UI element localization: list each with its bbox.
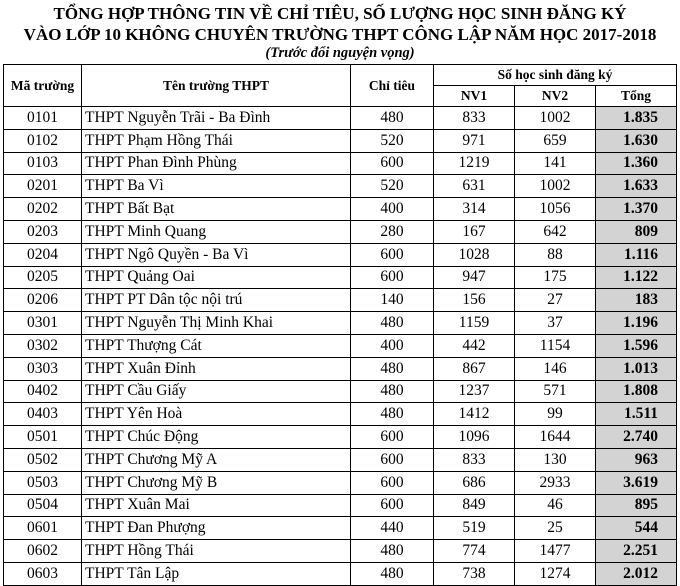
header-school-name: Tên trường THPT [82, 65, 351, 107]
cell-nv2: 642 [515, 220, 596, 243]
cell-nv2: 571 [515, 380, 596, 403]
cell-school-code: 0603 [4, 562, 82, 585]
table-row [4, 357, 677, 380]
cell-nv1: 1096 [434, 426, 515, 449]
cell-quota: 600 [351, 152, 434, 175]
cell-nv1: 519 [434, 517, 515, 540]
cell-school-code: 0101 [4, 107, 82, 130]
table-row [4, 152, 677, 175]
cell-school-name: THPT Nguyễn Thị Minh Khai [82, 312, 351, 335]
cell-school-name: THPT Phạm Hồng Thái [82, 129, 351, 152]
cell-school-name: THPT Quảng Oai [82, 266, 351, 289]
cell-total: 1.808 [596, 380, 677, 403]
cell-nv1: 833 [434, 107, 515, 130]
cell-total: 895 [596, 494, 677, 517]
cell-nv1: 867 [434, 357, 515, 380]
cell-school-code: 0202 [4, 198, 82, 221]
cell-nv2: 27 [515, 289, 596, 312]
table-row [4, 220, 677, 243]
cell-quota: 140 [351, 289, 434, 312]
cell-total: 1.630 [596, 129, 677, 152]
cell-nv1: 1219 [434, 152, 515, 175]
cell-school-name: THPT Chương Mỹ A [82, 448, 351, 471]
cell-total: 1.196 [596, 312, 677, 335]
cell-nv2: 130 [515, 448, 596, 471]
cell-school-name: THPT Thượng Cát [82, 334, 351, 357]
cell-nv1: 686 [434, 471, 515, 494]
cell-nv1: 167 [434, 220, 515, 243]
cell-quota: 480 [351, 357, 434, 380]
cell-school-code: 0206 [4, 289, 82, 312]
cell-school-code: 0303 [4, 357, 82, 380]
cell-total: 809 [596, 220, 677, 243]
cell-school-name: THPT Xuân Đỉnh [82, 357, 351, 380]
cell-school-code: 0302 [4, 334, 82, 357]
cell-quota: 600 [351, 266, 434, 289]
cell-nv2: 146 [515, 357, 596, 380]
cell-school-name: THPT Hồng Thái [82, 540, 351, 563]
cell-quota: 600 [351, 426, 434, 449]
table-row [4, 243, 677, 266]
cell-nv2: 1002 [515, 107, 596, 130]
cell-nv2: 1002 [515, 175, 596, 198]
cell-total: 2.251 [596, 540, 677, 563]
table-row [4, 562, 677, 585]
cell-nv2: 1154 [515, 334, 596, 357]
cell-nv1: 738 [434, 562, 515, 585]
cell-quota: 480 [351, 380, 434, 403]
cell-nv1: 1237 [434, 380, 515, 403]
table-row [4, 312, 677, 335]
cell-nv1: 971 [434, 129, 515, 152]
cell-school-code: 0503 [4, 471, 82, 494]
cell-school-code: 0602 [4, 540, 82, 563]
cell-school-code: 0204 [4, 243, 82, 266]
cell-nv1: 947 [434, 266, 515, 289]
cell-nv1: 1159 [434, 312, 515, 335]
table-row [4, 471, 677, 494]
header-total: Tổng [596, 86, 677, 107]
cell-quota: 600 [351, 448, 434, 471]
cell-quota: 480 [351, 540, 434, 563]
cell-nv2: 659 [515, 129, 596, 152]
header-quota: Chỉ tiêu [351, 65, 434, 107]
cell-nv1: 156 [434, 289, 515, 312]
cell-nv2: 99 [515, 403, 596, 426]
cell-total: 1.116 [596, 243, 677, 266]
cell-quota: 440 [351, 517, 434, 540]
cell-total: 2.740 [596, 426, 677, 449]
document-title-line-2: VÀO LỚP 10 KHÔNG CHUYÊN TRƯỜNG THPT CÔNG LẬP NĂM HỌC 2017-2018 [23, 25, 657, 44]
cell-nv2: 88 [515, 243, 596, 266]
cell-school-name: THPT Bất Bạt [82, 198, 351, 221]
table-row [4, 426, 677, 449]
cell-quota: 480 [351, 562, 434, 585]
cell-nv1: 314 [434, 198, 515, 221]
cell-school-code: 0103 [4, 152, 82, 175]
cell-total: 1.511 [596, 403, 677, 426]
table-row [4, 266, 677, 289]
table-row [4, 448, 677, 471]
cell-nv2: 25 [515, 517, 596, 540]
cell-quota: 520 [351, 175, 434, 198]
cell-quota: 280 [351, 220, 434, 243]
cell-quota: 480 [351, 403, 434, 426]
cell-total: 1.013 [596, 357, 677, 380]
cell-school-name: THPT Ba Vì [82, 175, 351, 198]
table-row [4, 380, 677, 403]
cell-quota: 600 [351, 243, 434, 266]
table-row [4, 107, 677, 130]
cell-nv1: 442 [434, 334, 515, 357]
table-row [4, 289, 677, 312]
cell-nv1: 833 [434, 448, 515, 471]
table-row [4, 403, 677, 426]
cell-school-name: THPT PT Dân tộc nội trú [82, 289, 351, 312]
document-header [0, 3, 680, 62]
header-school-code: Mã trường [4, 65, 82, 107]
cell-quota: 400 [351, 198, 434, 221]
cell-total: 1.122 [596, 266, 677, 289]
table-row [4, 517, 677, 540]
cell-nv2: 141 [515, 152, 596, 175]
cell-school-code: 0205 [4, 266, 82, 289]
cell-school-code: 0201 [4, 175, 82, 198]
cell-school-name: THPT Chúc Động [82, 426, 351, 449]
enrollment-table [3, 64, 677, 586]
cell-total: 183 [596, 289, 677, 312]
cell-total: 1.596 [596, 334, 677, 357]
cell-total: 2.012 [596, 562, 677, 585]
cell-quota: 480 [351, 107, 434, 130]
cell-nv2: 1274 [515, 562, 596, 585]
cell-nv2: 1477 [515, 540, 596, 563]
cell-school-name: THPT Yên Hoà [82, 403, 351, 426]
cell-nv1: 631 [434, 175, 515, 198]
table-body [4, 107, 677, 586]
cell-school-code: 0301 [4, 312, 82, 335]
cell-nv2: 2933 [515, 471, 596, 494]
cell-school-code: 0102 [4, 129, 82, 152]
cell-total: 1.835 [596, 107, 677, 130]
cell-school-name: THPT Xuân Mai [82, 494, 351, 517]
cell-school-name: THPT Tân Lập [82, 562, 351, 585]
table-row [4, 129, 677, 152]
document-subtitle: (Trước đổi nguyện vọng) [265, 45, 415, 61]
table-row [4, 198, 677, 221]
cell-nv1: 849 [434, 494, 515, 517]
cell-total: 544 [596, 517, 677, 540]
cell-school-code: 0203 [4, 220, 82, 243]
header-registered-group: Số học sinh đăng ký [434, 65, 677, 86]
document-title-line-1: TỔNG HỢP THÔNG TIN VỀ CHỈ TIÊU, SỐ LƯỢNG HỌC SINH ĐĂNG KÝ [53, 4, 627, 23]
cell-nv1: 1028 [434, 243, 515, 266]
cell-school-code: 0403 [4, 403, 82, 426]
cell-school-code: 0601 [4, 517, 82, 540]
cell-school-name: THPT Phan Đình Phùng [82, 152, 351, 175]
cell-school-code: 0504 [4, 494, 82, 517]
cell-nv2: 1056 [515, 198, 596, 221]
cell-quota: 520 [351, 129, 434, 152]
cell-quota: 600 [351, 471, 434, 494]
cell-quota: 600 [351, 494, 434, 517]
cell-school-name: THPT Ngô Quyền - Ba Vì [82, 243, 351, 266]
cell-school-code: 0501 [4, 426, 82, 449]
cell-school-name: THPT Chương Mỹ B [82, 471, 351, 494]
cell-school-name: THPT Đan Phượng [82, 517, 351, 540]
table-row [4, 494, 677, 517]
cell-school-code: 0402 [4, 380, 82, 403]
cell-nv2: 37 [515, 312, 596, 335]
cell-school-name: THPT Nguyễn Trãi - Ba Đình [82, 107, 351, 130]
header-nv2: NV2 [515, 86, 596, 107]
table-row [4, 540, 677, 563]
cell-nv1: 774 [434, 540, 515, 563]
cell-total: 3.619 [596, 471, 677, 494]
cell-total: 1.360 [596, 152, 677, 175]
cell-total: 1.370 [596, 198, 677, 221]
cell-nv2: 46 [515, 494, 596, 517]
cell-quota: 400 [351, 334, 434, 357]
cell-nv2: 1644 [515, 426, 596, 449]
cell-total: 1.633 [596, 175, 677, 198]
cell-school-name: THPT Minh Quang [82, 220, 351, 243]
cell-nv2: 175 [515, 266, 596, 289]
cell-total: 963 [596, 448, 677, 471]
cell-school-name: THPT Cầu Giấy [82, 380, 351, 403]
cell-nv1: 1412 [434, 403, 515, 426]
header-nv1: NV1 [434, 86, 515, 107]
cell-school-code: 0502 [4, 448, 82, 471]
table-row [4, 334, 677, 357]
cell-quota: 480 [351, 312, 434, 335]
table-row [4, 175, 677, 198]
